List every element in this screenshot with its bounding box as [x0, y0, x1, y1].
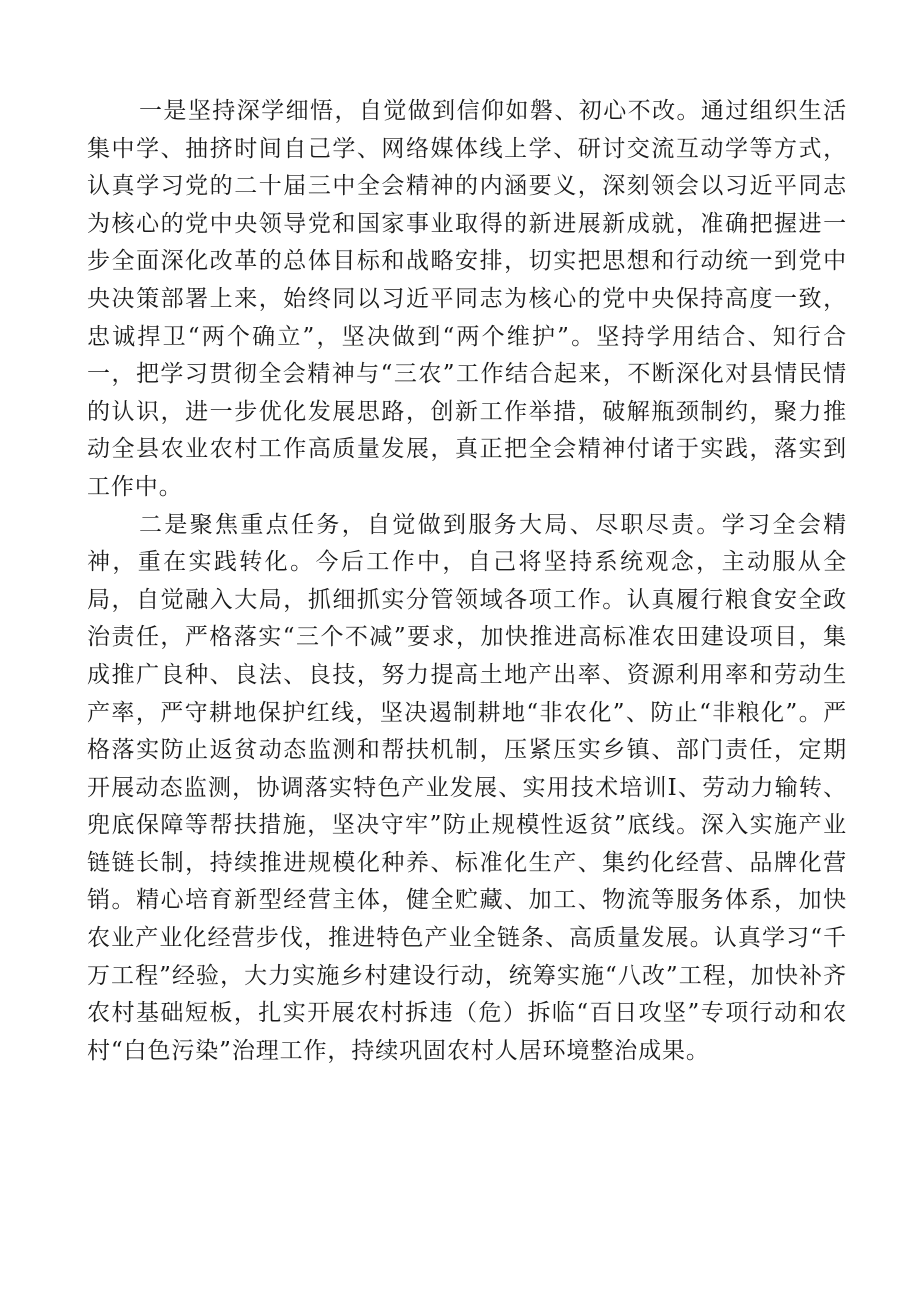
paragraph-1: 一是坚持深学细悟，自觉做到信仰如磐、初心不改。通过组织生活集中学、抽挤时间自己学、网络媒体线上学、研讨交流互动学等方式，认真学习党的二十届三中全会精神的内涵要义，深刻领会以习近平同志为核心的党中央领导党和国家事业取得的新进展新成就，准确把握进一步全面深化改革的总体目标和战略安排，切实把思想和行动统一到党中央决策部署上来，始终同以习近平同志为核心的党中央保持高度一致，忠诚捍卫“两个确立”，坚决做到“两个维护”。坚持学用结合、知行合一，把学习贯彻全会精神与“三农”工作结合起来，不断深化对县情民情的认识，进一步优化发展思路，创新工作举措，破解瓶颈制约，聚力推动全县农业农村工作高质量发展，真正把全会精神付诸于实践，落实到工作中。 [87, 98, 847, 500]
paragraph-2: 二是聚焦重点任务，自觉做到服务大局、尽职尽责。学习全会精神，重在实践转化。今后工作中，自己将坚持系统观念，主动服从全局，自觉融入大局，抓细抓实分管领域各项工作。认真履行粮食安全政治责任，严格落实“三个不减”要求，加快推进高标准农田建设项目，集成推广良种、良法、良技，努力提高土地产出率、资源利用率和劳动生产率，严守耕地保护红线，坚决遏制耕地“非农化”、防止“非粮化”。严格落实防止返贫动态监测和帮扶机制，压紧压实乡镇、部门责任，定期开展动态监测，协调落实特色产业发展、实用技术培训I、劳动力输转、兜底保障等帮扶措施，坚决守牢”防止规模性返贫”底线。深入实施产业链链长制，持续推进规模化种养、标准化生产、集约化经营、品牌化营销。精心培育新型经营主体，健全贮藏、加工、物流等服务体系，加快农业产业化经营步伐，推进特色产业全链条、高质量发展。认真学习“千万工程”经验，大力实施乡村建设行动，统筹实施“八改”工程，加快补齐农村基础短板，扎实开展农村拆违（危）拆临“百日攻坚”专项行动和农村“白色污染”治理工作，持续巩固农村人居环境整治成果。 [87, 511, 847, 1064]
document-body [87, 93, 847, 1070]
